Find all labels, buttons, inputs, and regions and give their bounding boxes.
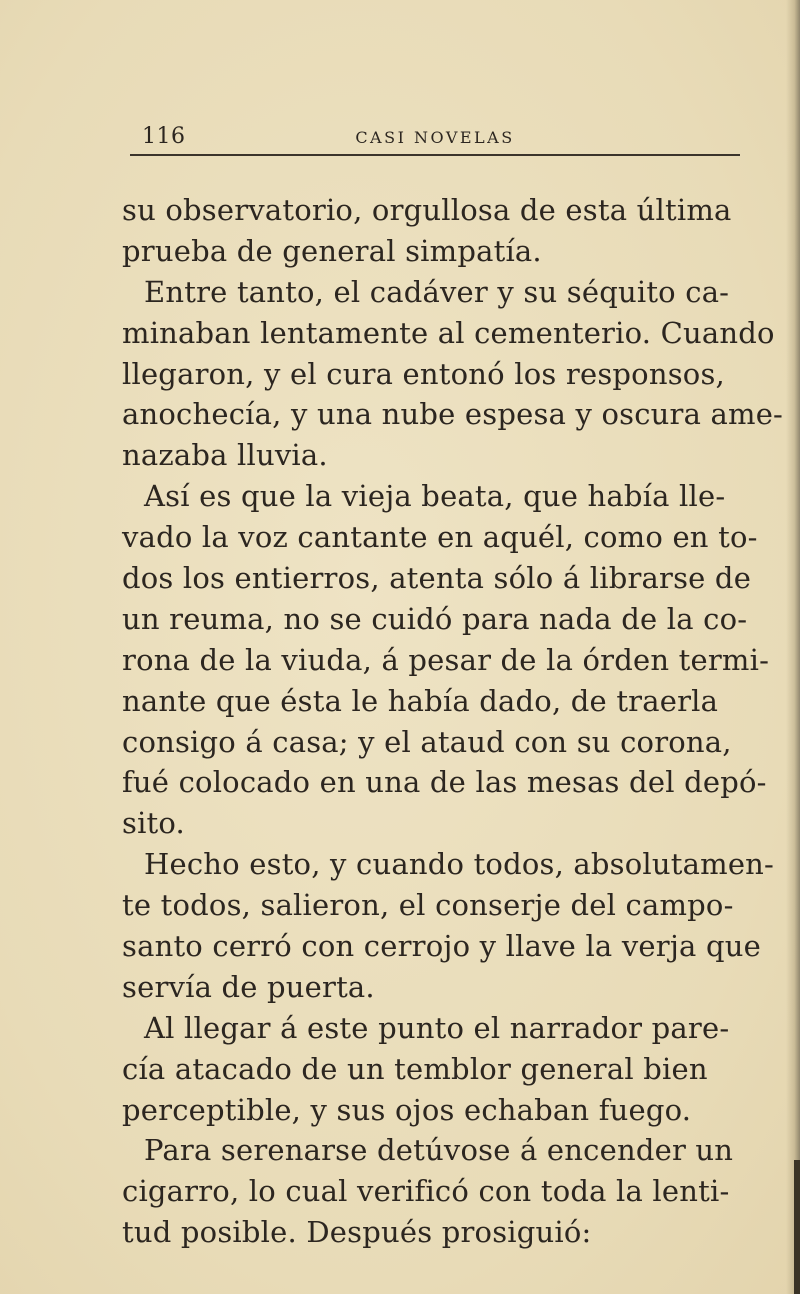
text-line: Hecho esto, y cuando todos, absolutamen-: [144, 847, 775, 882]
text-line: tud posible. Después prosiguió:: [122, 1215, 592, 1250]
page-number: 116: [142, 124, 186, 149]
text-line: vado la voz cantante en aquél, como en to-: [122, 520, 758, 555]
page-edge-dark: [794, 1160, 800, 1294]
text-line: llegaron, y el cura entonó los responsos,: [122, 356, 725, 391]
text-line: anochecía, y una nube espesa y oscura ame-: [122, 397, 784, 432]
header-rule: [130, 154, 740, 156]
text-line: dos los entierros, atenta sólo á librarse de: [122, 561, 752, 596]
text-line: nante que ésta le había dado, de traerla: [122, 683, 719, 718]
text-line: nazaba lluvia.: [122, 438, 328, 473]
text-line: cía atacado de un temblor general bien: [122, 1051, 708, 1086]
text-line: Para serenarse detúvose á encender un: [144, 1133, 734, 1168]
text-line: sito.: [122, 806, 185, 841]
text-line: su observatorio, orgullosa de esta última: [122, 193, 732, 227]
text-line: te todos, salieron, el conserje del campo-: [122, 888, 734, 923]
page-edge-shadow: [786, 0, 800, 1294]
text-line: cigarro, lo cual verificó con toda la lenti-: [122, 1174, 730, 1209]
running-head: CASI NOVELAS: [355, 128, 515, 147]
text-line: Así es que la vieja beata, que había lle-: [144, 479, 726, 514]
text-line: Al llegar á este punto el narrador pare-: [144, 1010, 730, 1045]
text-line: Entre tanto, el cadáver y su séquito ca-: [144, 274, 730, 309]
text-line: perceptible, y sus ojos echaban fuego.: [122, 1092, 692, 1127]
text-line: rona de la viuda, á pesar de la órden termi-: [122, 642, 770, 677]
body-text: [122, 190, 784, 1253]
text-line: fué colocado en una de las mesas del depó-: [122, 765, 767, 800]
text-line: consigo á casa; y el ataud con su corona,: [122, 724, 732, 759]
text-line: minaban lentamente al cementerio. Cuando: [122, 315, 775, 350]
page-header: [130, 122, 740, 152]
text-line: un reuma, no se cuidó para nada de la co-: [122, 601, 748, 636]
text-line: santo cerró con cerrojo y llave la verja que: [122, 929, 761, 964]
text-line: servía de puerta.: [122, 969, 375, 1004]
text-line: prueba de general simpatía.: [122, 233, 542, 268]
